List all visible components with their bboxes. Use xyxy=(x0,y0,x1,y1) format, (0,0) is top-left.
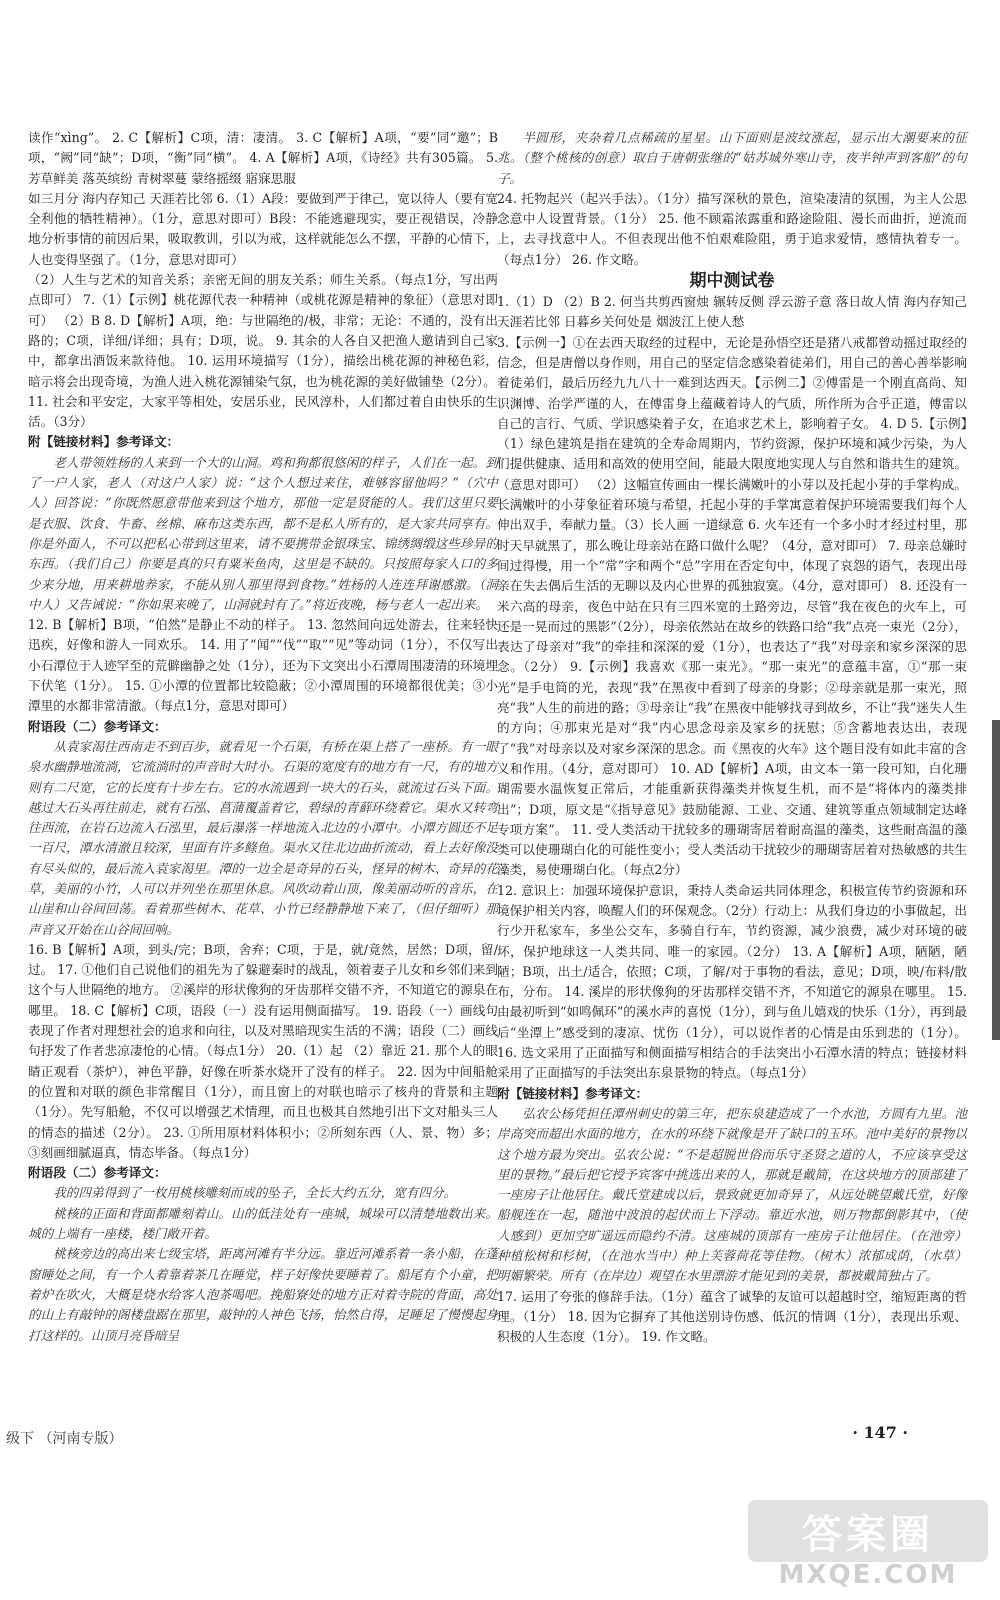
translation-paragraph: 从袁家渴往西南走不到百步，就看见一个石渠，有桥在渠上搭了一座桥。有一眼泉水幽静地流淌，它流淌时的声音时大时小。石渠的宽度有的地方有一尺，有的地方则有二尺宽，它的长度有十步左右。它的水流遇到一块大的石头，就流过石头下面。越过大石头再往前走，就有石泓、菖蒲覆盖着它，碧绿的青藓环绕着它。渠水又转弯往西流，在岩石边流入石泓里，最后瀑落一样地流入北边的小潭中。小潭方圆还不足一百尺，潭水清澈且较深，里面有许多鲦鱼。渠水又往北边曲折流动，看上去好像没有尽头似的，最后流入袁家渴里。潭的一边全是奇异的石头，怪异的树木、奇异的花草，美丽的小竹，人可以并列坐在那里休息。风吹动着山顶，像美丽动听的音乐，在山崖和山谷间回荡。看着那些树木、花草、小竹已经静静地下来了，（但仔细听）那声音又开始在山谷间回响。 xyxy=(28,738,498,937)
translation-heading: 附【链接材料】参考译文： xyxy=(28,434,180,450)
answer-paragraph: 如三月分 海内存知己 天涯若比邻 6.（1）A段：要做到严于律己，宽以待人（要有宽全利他的牺牲精神）。（1分，意思对即可）B段：不能逃避现实，要正视错误，冷静地分析事情的前因后果，吸取教训，引以为戒，这样就能怎么不摆，平静的心情下，人也变得坚强了。（1分，意思对即可） xyxy=(28,190,498,267)
right-column xyxy=(497,128,967,1348)
answer-paragraph: （2）人生与艺术的知音关系；亲密无间的朋友关系；师生关系。（每点1分，写出两点即可） 7.（1）【示例】桃花源代表一种精神（或桃花源是精神的象征）（意思对即可） （2）B 8. D【解析】A项，绝：与世隔绝的/极，非常；无论：不通的，没有出路的；C项，详细/详细；具有；D项，说。 9. 其余的人各自又把渔人邀请到自己家中，都拿出酒饭来款待他。 10. 运用环境描写（1分），描绘出桃花源的神秘色彩，暗示将会出现奇境，为渔人进入桃花源铺染气氛，也为桃花源的美好做铺垫（2分）。 xyxy=(28,272,498,389)
answer-paragraph: 17. 运用了夸张的修辞手法。（1分）蕴含了诚挚的友谊可以超越时空，缩短距离的哲理。（1分） 18. 因为它摒弃了其他送别诗伤感、低沉的情调（1分），表现出乐观、积极的人生态度（1分）。 19. 作文略。 xyxy=(497,1288,967,1345)
translation-paragraph: 弘农公杨凭担任潭州刺史的第三年，把东泉建造成了一个水池，方圆有九里。池岸高突而超出水面的地方，在水的环绕下就像是开了缺口的玉环。池中美好的景物以这个地方最为突出。弘农公说：“不是超脱世俗而乐守圣贤之道的人，不应该享受这里的景物。”最后把它授予宾客中挑选出来的人，那就是戴简，在这块地方的顶部建了一座房子让他居住。戴氏堂建成以后，景致就更加奇异了，从远处眺望戴氏堂，好像船舰连在一起，随池中波浪的起伏而上下浮动。靠近水池，则万物都倒影其中，（使人感到）更加空旷遥远而隐约不清。这座城的顶部有一座房子让他居住。（在池旁）种植松树和杉树，（在池水当中）种上芙蓉荷花等佳物。（树木）浓郁成荫，（水草）明媚繁荣。所有（在岸边）观望在水里漂游才能见到的美景，都被戴简独占了。 xyxy=(497,1105,967,1284)
page-edge-mark xyxy=(992,720,1000,1040)
section-title: 期中测试卷 xyxy=(689,271,775,292)
page-number: · 147 · xyxy=(852,1423,908,1442)
answer-paragraph: 1.（1）D （2）B 2. 何当共剪西窗烛 辗转反侧 浮云游子意 落日故人情 海内存知己 天涯若比邻 日暮乡关何处是 烟波江上使人愁 xyxy=(497,294,967,330)
watermark xyxy=(748,1500,988,1590)
answer-paragraph: 24. 托物起兴（起兴手法）。（1分）描写深秋的景色，渲染凄清的氛围，为主人公思念意中人设置背景。（1分） 25. 他不顾霜浓露重和路途险阻、漫长而曲折，逆流而上，去寻找意中人。不但表现出他不怕艰难险阻，勇于追求爱情，感情执着专一。（每点1分） 26. 作文略。 xyxy=(497,190,967,267)
translation-heading: 附语段（二）参考译文： xyxy=(28,718,167,734)
answer-paragraph: 读作“xìng”。 2. C【解析】C项，清：凄清。 3. C【解析】A项，“要”同“邀”；B项，“阙”同“缺”；D项，“衡”同“横”。 4. A【解析】A项，《诗经》共有305篇。 5. 芳草鲜美 落英缤纷 青树翠蔓 蒙络摇缀 寤寐思服 xyxy=(28,130,498,186)
answer-paragraph: 12. B【解析】B项，“伯然”是静止不动的样子。 13. 忽然间向远处游去，往来轻快迅疾，好像和游人一同欢乐。 14. 用了“闻”“伐”“取”“见”等动词（1分），不仅写出小石潭位于人迹罕至的荒僻幽静之处（1分），还为下文突出小石潭周围凄清的环境埋下伏笔（1分）。 15. ①小潭的位置都比较隐蔽；②小潭周围的环境都很优美；③小潭里的水都非常清澈。（每点1分，意思对即可） xyxy=(28,617,498,714)
translation-paragraph: 桃核旁边的高出来七级宝塔，距离河滩有半分远。靠近河滩系着一条小船，在蓬窗睡处之间，有一个人着靠着茶几在睡觉，样子好像快要睡着了。船尾有个小童，把着炉在吹火，大概是烧水给客人泡茶喝吧。挽船寮处的地方正对着寺院的背面，高处的山上有敲钟的阁楼盘踞在那里，敲钟的人神色飞扬，怡然自得，足睡足了慢慢起身打这样的。山顶月亮昏暗呈 xyxy=(28,1246,498,1343)
translation-paragraph: 桃核的正面和背面都雕刻着山。山的低洼处有一座城，城垛可以清楚地数出来。城的上端有一座楼，楼门敞开着。 xyxy=(28,1205,498,1242)
left-column xyxy=(28,128,498,1346)
answer-paragraph: 16. B【解析】A项，到头/完；B项，舍弃；C项，于是，就/竟然，居然；D项，留/过。 17. ①他们自己说他们的祖先为了躲避秦时的战乱，领着妻子儿女和乡邻们来到这个与人世隔绝的地方。 ②溪岸的形状像狗的牙齿那样交错不齐，不知道它的源泉在哪里。 18. C【解析】C项，语段（一）没有运用侧面描写。 19. 语段（一）画线句表现了作者对理想社会的追求和向往，以及对黑暗现实生活的不满；语段（二）画线句抒发了作者悲凉凄怆的心情。（每点1分） 20.（1）起 （2）靠近 21. 那个人的眼睛正观看（茶炉），神色平静，好像在听茶水烧开了没有的样子。 22. 因为中间船舱的位置和对联的颜色非常醒目（1分），而且窗上的对联也暗示了核舟的背景和主题（1分）。先写船舱，不仅可以增强艺术情理，而且也极其自然地引出下文对船头三人的情态的描述（2分）。 23. ①所用原材料体积小；②所刻东西（人、景、物）多；③刻画细腻逼真，情态毕备。（每点1分） xyxy=(28,941,498,1160)
watermark-logo: 答案圈 xyxy=(748,1500,988,1562)
translation-heading: 附语段（二）参考译文： xyxy=(28,1165,167,1181)
translation-heading: 附【链接材料】参考译文： xyxy=(497,1085,649,1101)
translation-paragraph: 老人带领姓杨的人来到一个大的山洞。鸡和狗都很悠闲的样子，人们在一起。到了一户人家，老人（对这户人家）说：“这个人想过来住，难够容留他吗？”（穴中人）回答说：“你既然愿意带他来到这个地方，那他一定是贤能的人。我们这里只要是衣服、饮食、牛畜、丝棉、麻布这类东西，都不是私人所有的，是大家共同享有。你是外面人，不可以把私心带到这里来，请不要携带金银珠宝、锦绣绸缎这些珍异的东西。（我们自己）你要是真的只有粟米鱼肉，这里是不缺的。只按照每家人口的多少来分地，用来耕地养家，不能从别人那里得到食物。”姓杨的人连连拜谢感激。（洞中人）又告诫说：“你如果来晚了，山洞就封有了。”将近夜晚，杨与老人一起出来。 xyxy=(28,454,498,612)
book-edition-label: 级下 （河南专版） xyxy=(6,1431,123,1447)
answer-paragraph: 12. 意识上：加强环境保护意识，秉持人类命运共同体理念，积极宣传节约资源和环境保护相关内容，唤醒人们的环保观念。（2分）行动上：从我们身边的小事做起，出行少开私家车，多坐公交车，多骑自行车，节约资源，减少浪费，减少对环境的破坏，保护地球这一人类共同、唯一的家园。（2分） 13. A【解析】A项，陋陋，陋陋；B项，出土/适合，依照；C项，了解/对于事物的看法，意见；D项，映/布料/散布，分布。 14. 溪岸的形状像狗的牙齿那样交错不齐，不知道它的源泉在哪里。 15. 由最初听到“如鸣佩环”的溪水声的喜悦（1分），到与鱼儿嬉戏的快乐（1分），再到最后“坐潭上”感受到的凄凉、忧伤（1分），可以说作者的心情是由乐到悲的（1分）。 16. 选文采用了正面描写和侧面描写相结合的手法突出小石潭水清的特点；链接材料采用了正面描写的手法突出东泉景物的特点。（每点1分） xyxy=(497,882,967,1081)
translation-paragraph: 我的四弟得到了一枚用桃核雕刻而成的坠子，全长大约五分，宽有四分。 xyxy=(53,1185,457,1201)
translation-paragraph: 半圆形，夹杂着几点稀疏的星星。山下面则是波纹涨起，显示出大潮要来的征兆。（整个桃核的创意）取自于唐朝张继的“姑苏城外寒山寺，夜半钟声到客船”的句子。 xyxy=(497,130,967,186)
answer-paragraph: 3.【示例一】①在去西天取经的过程中，无论是孙悟空还是猪八戒都曾动摇过取经的信念，但是唐僧以身作则，用自己的坚定信念感染着徒弟们，用自己的善心善举影响着徒弟们，最后历经九九八十一难到达西天。【示例二】②傅雷是一个刚直高尚、知识渊博、治学严谨的人，在傅雷身上蕴藏着诗人的气质，所作所为合乎正道，傅雷以自己的言行、气质、学识感染着子女，在追求艺术上，影响着子女。 4. D 5.【示例】（1）绿色建筑是指在建筑的全寿命周期内，节约资源，保护环境和减少污染，为人们提供健康、适用和高效的使用空间，能最大限度地实现人与自然和谐共生的建筑。（意思对即可） （2）这幅宣传画由一棵长满嫩叶的小芽以及托起小芽的手掌构成。长满嫩叶的小芽象征着环境与希望，托起小芽的手掌寓意着保护环境需要我们每个人伸出双手，奉献力量。（3）长人画 一道绿意 6. 火车还有一个多小时才经过村里，那时天早就黑了，那么晚让母亲站在路口做什么呢？（4分，意对即可） 7. 母亲总嫌时间过得慢，用一个“常”字和两个“总”字用在否定句中，体现了哀怨的语气，表现出母亲在失去偶后生活的无聊以及内心世界的孤独寂寞。（4分，意对即可） 8. 还没有一米六高的母亲，夜色中站在只有三四米宽的土路旁边，尽管“我在夜色的火车上，可还是一晃而过的黑影”（2分），母亲依然站在故乡的铁路口给“我”点亮一束光（2分），表达了母亲对“我”的牵挂和深深的爱（1分），也表达了“我”对母亲和家乡深深的思念。（2分） 9.【示例】我喜欢《那一束光》。“那一束光”的意蕴丰富，①“那一束光”是手电筒的光，表现“我”在黑夜中看到了母亲的身影；②母亲就是那一束光，照亮“我”人生的前进的路；③母亲让“我”在黑夜中能够找寻到故乡，不让“我”迷失人生的方向；④那束光是对“我”内心思念母亲及家乡的抚慰；⑤含蓄地表达出，表现了“我”对母亲以及对家乡深深的思念。而《黑夜的火车》这个题目没有如此丰富的含义和作用。（4分，意对即可） 10. AD【解析】A项，由文本一第一段可知，白化珊瑚需要水温恢复正常后，才能重新获得藻类并恢复生机，而不是“将体内的藻类排出”；D项，原文是“《指导意见》鼓励能源、工业、交通、建筑等重点领域制定达峰专项方案”。 11. 受人类活动干扰较多的珊瑚寄居着耐高温的藻类，这些耐高温的藻类可以使珊瑚白化的可能性变小；受人类活动干扰较少的珊瑚寄居着对热敏感的共生藻类，易使珊瑚白化。（每点2分） xyxy=(497,334,967,878)
answer-paragraph: 11. 社会和平安定，大家平等相处，安居乐业，民风淳朴，人们都过着自由快乐的生活。（3分） xyxy=(28,393,498,430)
watermark-url: MXQE.COM xyxy=(778,1560,958,1590)
